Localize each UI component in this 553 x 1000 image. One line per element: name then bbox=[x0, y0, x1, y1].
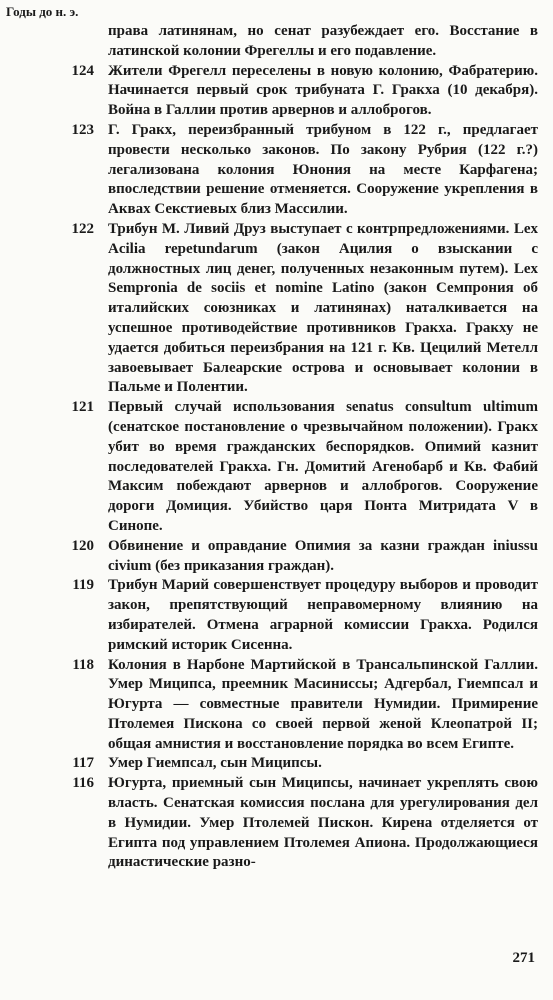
chronology-entry-119 bbox=[0, 576, 553, 655]
chronology-entry-123 bbox=[0, 121, 553, 220]
chronology-entry-continuation bbox=[0, 22, 553, 62]
entry-text: Первый случай использования senatus consultum ultimum (сенатское постановление о чрезвычайном положении). Гракх убит во время гражданских беспорядков. Опимий казнит последователей Гракха. Гн. Домитий Агенобарб и Кв. Фабий Максим побеждают арвернов и аллоброгов. Сооружение дороги Домиция. Убийство царя Понта Митридата V в Синопе. bbox=[108, 399, 538, 534]
entry-year: 117 bbox=[72, 755, 94, 772]
entry-year: 120 bbox=[71, 537, 94, 554]
entry-text: Трибун М. Ливий Друз выступает с контрпредложениями. Lex Acilia repetundarum (закон Ацилия о взыскании с должностных лиц денег, полученных незаконным путем). Lex Sempronia de sociis et nomine Latino (закон Семпрония об италийских союзниках и латинянах) наталкивается на успешное противодействие противников Гракха. Гракху не удается добиться переизбрания на 121 г. Кв. Цецилий Метелл завоевывает Балеарские острова и основывает колонии в Пальме и Полентии. bbox=[108, 220, 538, 396]
running-head: Годы до н. э. bbox=[6, 4, 79, 19]
entry-text: Умер Гиемпсал, сын Миципсы. bbox=[108, 755, 322, 772]
entry-text: права латинянам, но сенат разубеждает его. Восстание в латинской колонии Фрегеллы и его подавление. bbox=[108, 23, 538, 59]
chronology-entry-120 bbox=[0, 537, 553, 577]
entry-year: 116 bbox=[72, 775, 94, 792]
entry-year: 124 bbox=[71, 62, 94, 79]
entry-year: 119 bbox=[72, 577, 94, 594]
chronology-list bbox=[0, 22, 553, 873]
entry-text: Жители Фрегелл переселены в новую колонию, Фабратерию. Начинается первый срок трибуната Г. Гракха (10 декабря). Война в Галлии против арвернов и аллоброгов. bbox=[108, 62, 538, 119]
chronology-entry-116 bbox=[0, 774, 553, 873]
entry-text: Г. Гракх, переизбранный трибуном в 122 г., предлагает провести несколько законов. По закону Рубрия (122 г.?) легализована колония Юнония на месте Карфагена; впоследствии решение отменяется. Сооружение укрепления в Аквах Секстиевых близ Массилии. bbox=[108, 121, 538, 218]
page-number: 271 bbox=[512, 950, 535, 966]
entry-text: Колония в Нарбоне Мартийской в Трансальпинской Галлии. Умер Миципса, преемник Масиниссы; Адгербал, Гиемпсал и Югурта — совместные правители Нумидии. Примирение Птолемея Пискона со своей первой женой Клеопатрой II; общая амнистия и восстановление порядка во всем Египте. bbox=[108, 656, 538, 752]
entry-year: 121 bbox=[71, 399, 94, 416]
entry-text: Трибун Марий совершенствует процедуру выборов и проводит закон, препятствующий неправомерному влиянию на избирателей. Отмена аграрной комиссии Гракха. Родился римский историк Сисенна. bbox=[108, 577, 538, 653]
chronology-entry-117 bbox=[0, 754, 553, 774]
chronology-entry-121 bbox=[0, 398, 553, 537]
entry-text: Обвинение и оправдание Опимия за казни граждан iniussu civium (без приказания граждан). bbox=[108, 537, 538, 574]
entry-year: 122 bbox=[71, 220, 94, 237]
entry-year: 118 bbox=[72, 656, 94, 673]
chronology-entry-122 bbox=[0, 220, 553, 398]
entry-year: 123 bbox=[71, 121, 94, 138]
chronology-entry-118 bbox=[0, 656, 553, 755]
chronology-entry-124 bbox=[0, 62, 553, 121]
entry-text: Югурта, приемный сын Миципсы, начинает укреплять свою власть. Сенатская комиссия послана для урегулирования дел в Нумидии. Умер Птолемей Пискон. Кирена отделяется от Египта под управлением Птолемея Апиона. Продолжающиеся династические разно- bbox=[108, 775, 538, 871]
